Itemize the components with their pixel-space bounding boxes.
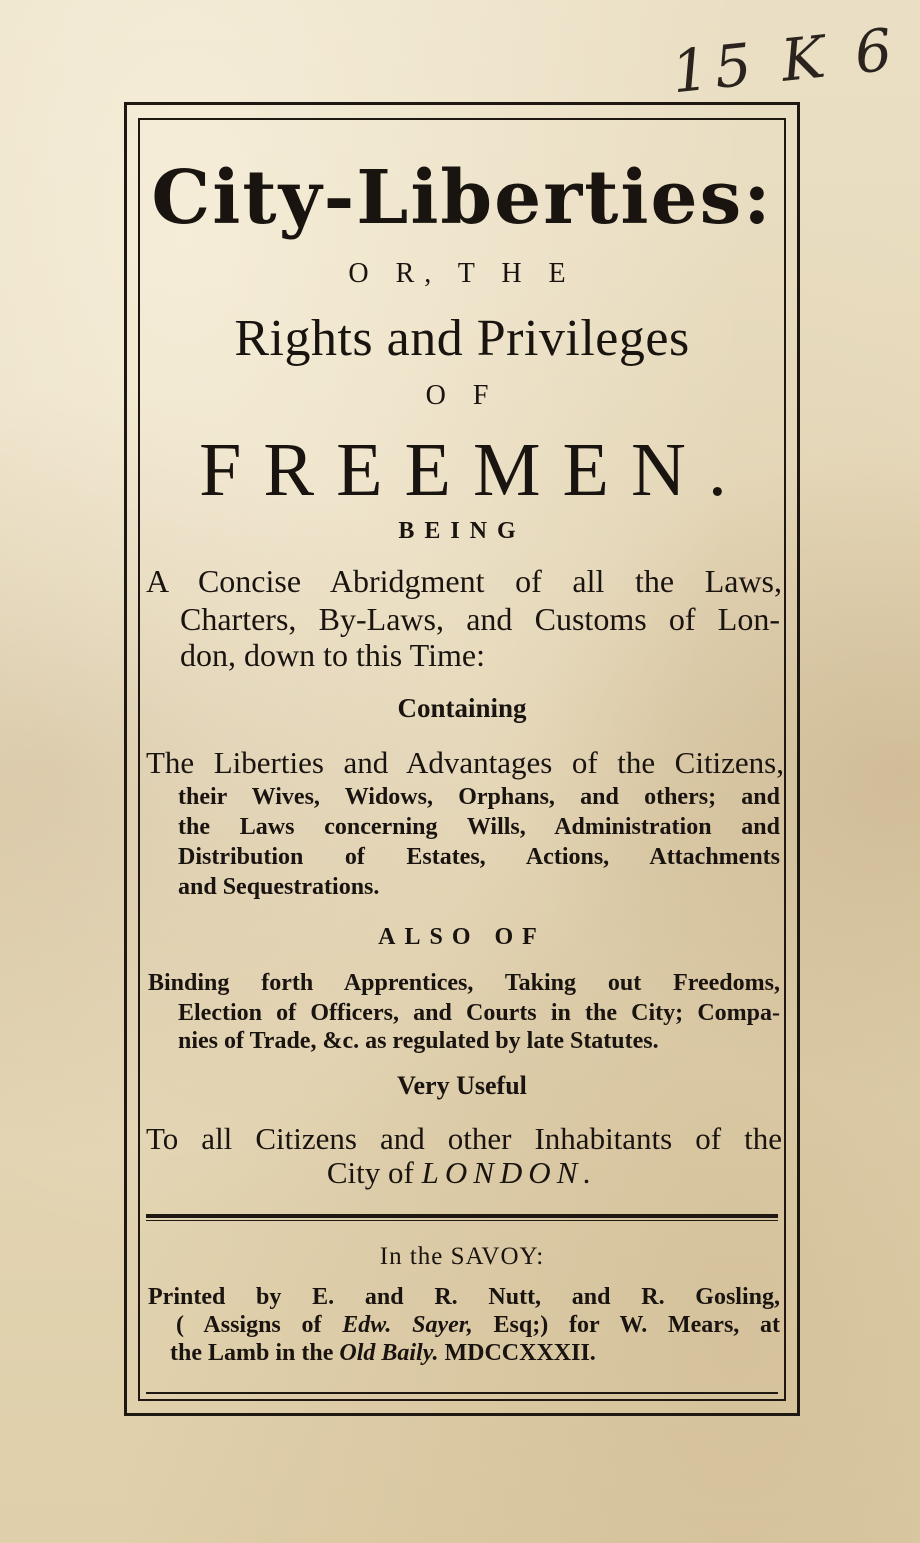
main-title: City-Liberties: [151, 155, 773, 241]
imprint-date: MDCCXXXII. [444, 1340, 596, 1366]
imprint-assigns: ( Assigns of [176, 1312, 322, 1338]
city-name: LONDON. [421, 1155, 598, 1190]
imprint-old-baily: Old Baily. [339, 1340, 439, 1366]
imprint-lamb: the Lamb in the [170, 1340, 334, 1366]
divider-thick [146, 1214, 778, 1218]
to-all-line-1: To all Citizens and other Inhabitants of the [146, 1121, 782, 1156]
city-of-prefix: City of [326, 1155, 414, 1190]
of-line: O F [425, 380, 499, 411]
to-all-line-2 [138, 1154, 786, 1192]
concise-line-1: A Concise Abridgment of all the Laws, [146, 563, 782, 599]
binding-line-1: Binding forth Apprentices, Taking out Freedoms, [148, 970, 780, 996]
bottom-rule [146, 1392, 778, 1394]
imprint-sayer: Edw. Sayer, [342, 1312, 473, 1338]
divider-thin [146, 1220, 778, 1221]
liberties-line-5: and Sequestrations. [178, 874, 380, 900]
or-the: O R, T H E [348, 258, 576, 289]
imprint-mears: Esq;) for W. Mears, at [493, 1312, 781, 1338]
rights-and-privileges: Rights and Privileges [234, 310, 690, 367]
containing-heading: Containing [397, 693, 527, 723]
imprint-line-3 [170, 1338, 690, 1368]
binding-line-3: nies of Trade, &c. as regulated by late Statutes. [178, 1028, 659, 1054]
imprint-line-2 [176, 1310, 780, 1340]
concise-line-2: Charters, By-Laws, and Customs of Lon- [180, 601, 780, 637]
liberties-line-1: The Liberties and Advantages of the Citizens, [146, 745, 784, 780]
being-line: BEING [398, 518, 526, 544]
handwritten-shelfmark: 15 K 6 [668, 14, 902, 107]
liberties-line-2: their Wives, Widows, Orphans, and others; and [178, 784, 780, 810]
also-of-heading: ALSO OF [378, 924, 546, 950]
liberties-line-3: the Laws concerning Wills, Administration and [178, 814, 780, 840]
binding-line-2: Election of Officers, and Courts in the City; Compa- [178, 1000, 780, 1026]
imprint-place: In the SAVOY: [379, 1243, 545, 1270]
liberties-line-4: Distribution of Estates, Actions, Attachments [178, 844, 780, 870]
concise-line-3: don, down to this Time: [180, 637, 485, 673]
very-useful-heading: Very Useful [397, 1071, 527, 1100]
imprint-line-1: Printed by E. and R. Nutt, and R. Gosling, [148, 1284, 780, 1310]
freemen-title: FREEMEN. [199, 428, 749, 512]
